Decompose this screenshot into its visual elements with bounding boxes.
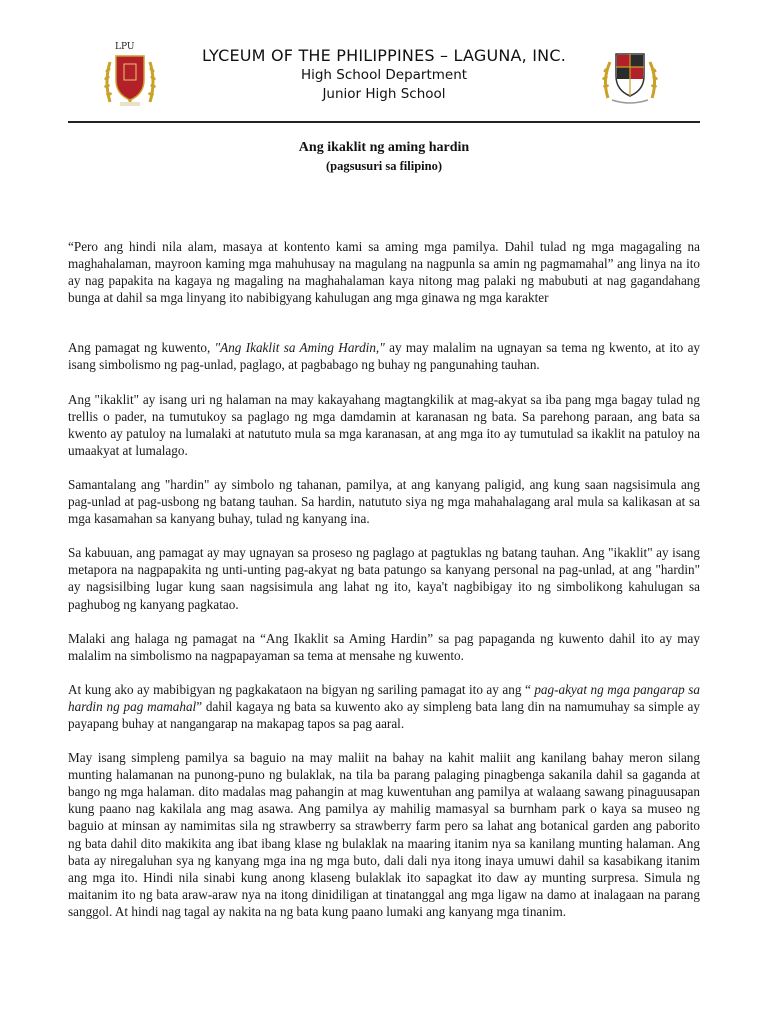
paragraph-text: Ang pamagat ng kuwento,: [68, 340, 215, 356]
lpu-logo-text: LPU: [115, 42, 135, 52]
paragraph-quote: “Pero ang hindi nila alam, masaya at kontento kami sa aming mga pamilya. Dahil tulad ng mga magagaling na maghahalaman, mayroon kaming mga mahuhusay na magulang na nagpunla sa amin ng pagmamahal” ang linya na ito ay nag papakita na kagaya ng magaling na maghahalaman kaya nitong mag palaki ng mabubuti at nag gagandahang bunga at dahil sa mga linyang ito nabibigyang kahulugan ang mga ginawa ng mga karakter: [68, 239, 700, 306]
paragraph-title-meaning: [68, 339, 700, 373]
junior-high-seal-icon: [598, 46, 662, 108]
letterhead: [68, 40, 700, 120]
school-heading: [158, 46, 610, 104]
school-name: LYCEUM OF THE PHILIPPINES – LAGUNA, INC.: [202, 46, 566, 65]
document-body: [68, 238, 700, 920]
header-divider: [68, 121, 700, 123]
paragraph-text: ” dahil kagaya ng bata sa kuwento ako ay simpleng bata lang din na namumuhay sa simple ay payapang buhay at nangangarap na makapag tapos sa pag aaral.: [68, 698, 700, 731]
document-subtitle: (pagsusuri sa filipino): [325, 159, 442, 173]
paragraph-importance: Malaki ang halaga ng pamagat na “Ang Ikaklit sa Aming Hardin” sa pag papaganda ng kuwento dahil ito ay may malalim na simbolismo na nagpapayaman sa tema at mensahe ng kuwento.: [68, 630, 700, 663]
paragraph-ikaklit: Ang "ikaklit" ay isang uri ng halaman na may kakayahang magtangkilik at mag-akyat sa iba pang mga bagay tulad ng trellis o pader, na tumutukoy sa paglago ng mga damdamin at karanasan ng bata. Sa parehong paraan, ang bata sa kwento ay patuloy na lumalaki at natututo mula sa mga karanasan, at ang mga ito ay tumutulad sa ikaklit na patuloy na umaakyat at lumalago.: [68, 391, 700, 458]
paragraph-hardin: Samantalang ang "hardin" ay simbolo ng tahanan, pamilya, at ang kanyang paligid, ang kung saan nagsisimula ang pag-unlad at pag-usbong ng batang tauhan. Sa hardin, natututo siya ng mga mahahalagang aral mula sa kalikasan at sa mga kasamahan sa kanyang buhay, tulad ng kanyang ina.: [68, 476, 700, 527]
department-name: High School Department: [300, 67, 468, 83]
paragraph-own-title: [68, 681, 700, 732]
proposed-title: pag-akyat ng mga pangarap sa hardin ng pag mamahal: [68, 681, 700, 714]
school-level: Junior High School: [322, 86, 446, 102]
paragraph-text: ay may malalim na ugnayan sa tema ng kwento, at ito ay isang simbolismo ng pag-unlad, paglago, at pagbabago ng buhay ng pangunahing tauhan.: [68, 340, 701, 373]
paragraph-story: May isang simpleng pamilya sa baguio na may maliit na bahay na kahit maliit ang kanilang bahay meron silang munting halamanan na punong-puno ng bulaklak, na tila ba parang palaging pinagbenga sakanila dahil sa gaganda at bango ng mga halaman. dito madalas mag pahangin at mag kuwentuhan ang pamilya at walaang sawang pinaguusapan kung paano nag kakilala ang mag asawa. Ang pamilya ay mahilig mamasyal sa burnham park o kaya sa museo ng baguio at minsan ay namimitas sila ng strawberry sa strawberry farm pero sa lahat ang botanical garden ang paborito ng bata dahil dito makikita ang ibat ibang klase ng bulaklak na maaring itanim nya sa kanilang munting halaman. Ang bata ay niregaluhan sya ng kanyang mga ina ng mga buto, dali dali nya itong inaya umuwi dahil sa kasabikang itanim ang mga ito. Hindi nila sinabi kung anong klaseng bulaklak ito sapagkat ito daw ay munting surpresa. Simula ng maitanim ito ng bata araw-araw nya na itong dinidiligan at tinatanggal ang mga ligaw na damo at inalagaan na parang sanggol. At hindi nag tagal ay nakita na ng bata kung paano lumaki ang kanyang mga tinanim.: [68, 750, 700, 919]
quoted-title: "Ang Ikaklit sa Aming Hardin,": [214, 340, 385, 356]
paragraph-text: At kung ako ay mabibigyan ng pagkakataon na bigyan ng sariling pamagat ito ay ang “: [68, 681, 535, 697]
paragraph-summary: Sa kabuuan, ang pamagat ay may ugnayan sa proseso ng paglago at pagtuklas ng batang tauhan. Ang "ikaklit" ay isang metapora na nagpapakita ng unti-unting pag-akyat ng bata patungo sa kanyang personal na pag-unlad, at ang "hardin" ay nagsisilbing lugar kung saan nagsisimula ang lahat ng ito, kaya't nagbibigay ito ng simbolikong kahulugan sa paghubog ng kanyang pagkatao.: [68, 545, 700, 612]
document-title: Ang ikaklit ng aming hardin: [298, 140, 470, 155]
